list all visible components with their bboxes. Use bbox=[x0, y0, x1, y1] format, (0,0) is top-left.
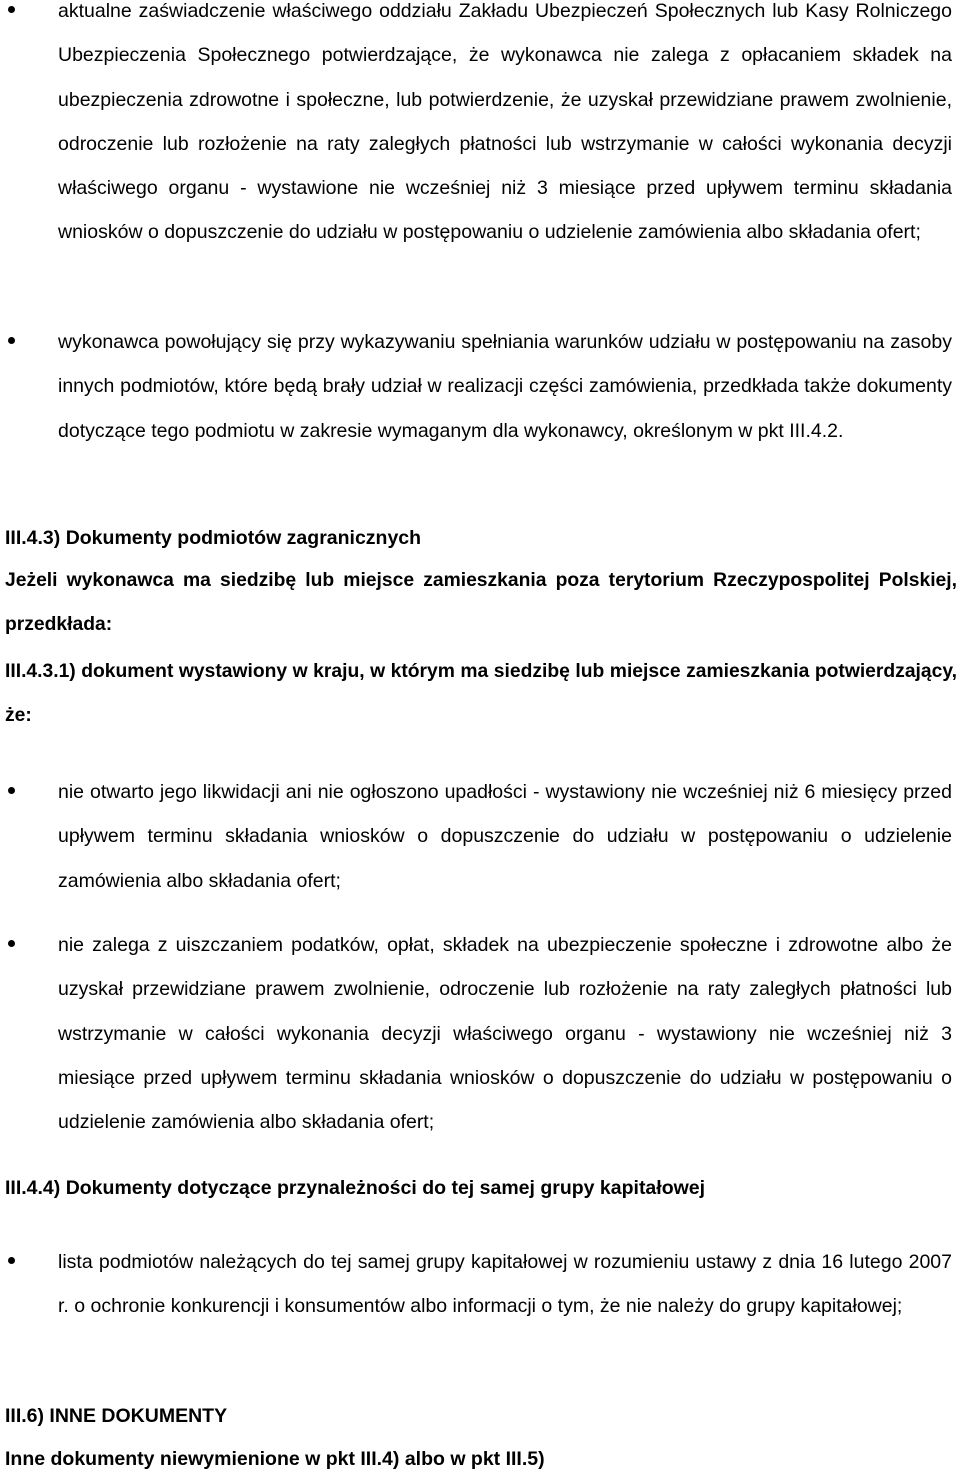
sub-heading-3-4-3-1: III.4.3.1) dokument wystawiony w kraju, w którym ma siedzibę lub miejsce zamieszkania potwierdzający, że: bbox=[5, 661, 957, 726]
bullet-icon bbox=[8, 940, 15, 947]
bullet-icon bbox=[8, 787, 15, 794]
list-item bbox=[58, 320, 952, 453]
section-heading-3-6: III.6) INNE DOKUMENTY bbox=[5, 1405, 228, 1427]
bullet-text: wykonawca powołujący się przy wykazywaniu spełniania warunków udziału w postępowaniu na zasoby innych podmiotów, które będą brały udział w realizacji części zamówienia, przedkłada także dokumenty dotyczące tego podmiotu w zakresie wymaganym dla wykonawcy, określonym w pkt III.4.2. bbox=[58, 331, 952, 442]
bullet-text: lista podmiotów należących do tej samej grupy kapitałowej w rozumieniu ustawy z dnia 16 lutego 2007 r. o ochronie konkurencji i konsumentów albo informacji o tym, że nie należy do grupy kapitałowej; bbox=[58, 1251, 952, 1318]
section-heading-3-4-3: III.4.3) Dokumenty podmiotów zagranicznych bbox=[5, 527, 422, 549]
bullet-icon bbox=[8, 1257, 15, 1264]
list-item bbox=[58, 1240, 952, 1329]
list-item bbox=[58, 770, 952, 903]
section-sub-heading-3-6: Inne dokumenty niewymienione w pkt III.4) albo w pkt III.5) bbox=[5, 1448, 545, 1470]
bullet-text: nie zalega z uiszczaniem podatków, opłat, składek na ubezpieczenie społeczne i zdrowotne albo że uzyskał przewidziane prawem zwolnienie, odroczenie lub rozłożenie na raty zaległych płatności lub wstrzymanie w całości wykonania decyzji właściwego organu - wystawiony nie wcześniej niż 3 miesiące przed upływem terminu składania wniosków o dopuszczenie do udziału w postępowaniu o udzielenie zamówienia albo składania ofert; bbox=[58, 934, 952, 1134]
section-heading-3-4-4: III.4.4) Dokumenty dotyczące przynależności do tej samej grupy kapitałowej bbox=[5, 1177, 706, 1199]
bullet-text: aktualne zaświadczenie właściwego oddziału Zakładu Ubezpieczeń Społecznych lub Kasy Rolniczego Ubezpieczenia Społecznego potwierdzające, że wykonawca nie zalega z opłacaniem składek na ubezpieczenia zdrowotne i społeczne, lub potwierdzenie, że uzyskał przewidziane prawem zwolnienie, odroczenie lub rozłożenie na raty zaległych płatności lub wstrzymanie w całości wykonania decyzji właściwego organu - wystawione nie wcześniej niż 3 miesiące przed upływem terminu składania wniosków o dopuszczenie do udziału w postępowaniu o udzielenie zamówienia albo składania ofert; bbox=[58, 0, 952, 244]
list-item bbox=[58, 0, 952, 255]
bullet-icon bbox=[8, 337, 15, 344]
list-item bbox=[58, 923, 952, 1144]
bullet-text: nie otwarto jego likwidacji ani nie ogłoszono upadłości - wystawiony nie wcześniej niż 6 miesięcy przed upływem terminu składania wniosków o dopuszczenie do udziału w postępowaniu o udzielenie zamówienia albo składania ofert; bbox=[58, 781, 952, 892]
section-intro: Jeżeli wykonawca ma siedzibę lub miejsce zamieszkania poza terytorium Rzeczypospolitej Polskiej, przedkłada: bbox=[5, 570, 957, 635]
bullet-icon bbox=[8, 6, 15, 13]
